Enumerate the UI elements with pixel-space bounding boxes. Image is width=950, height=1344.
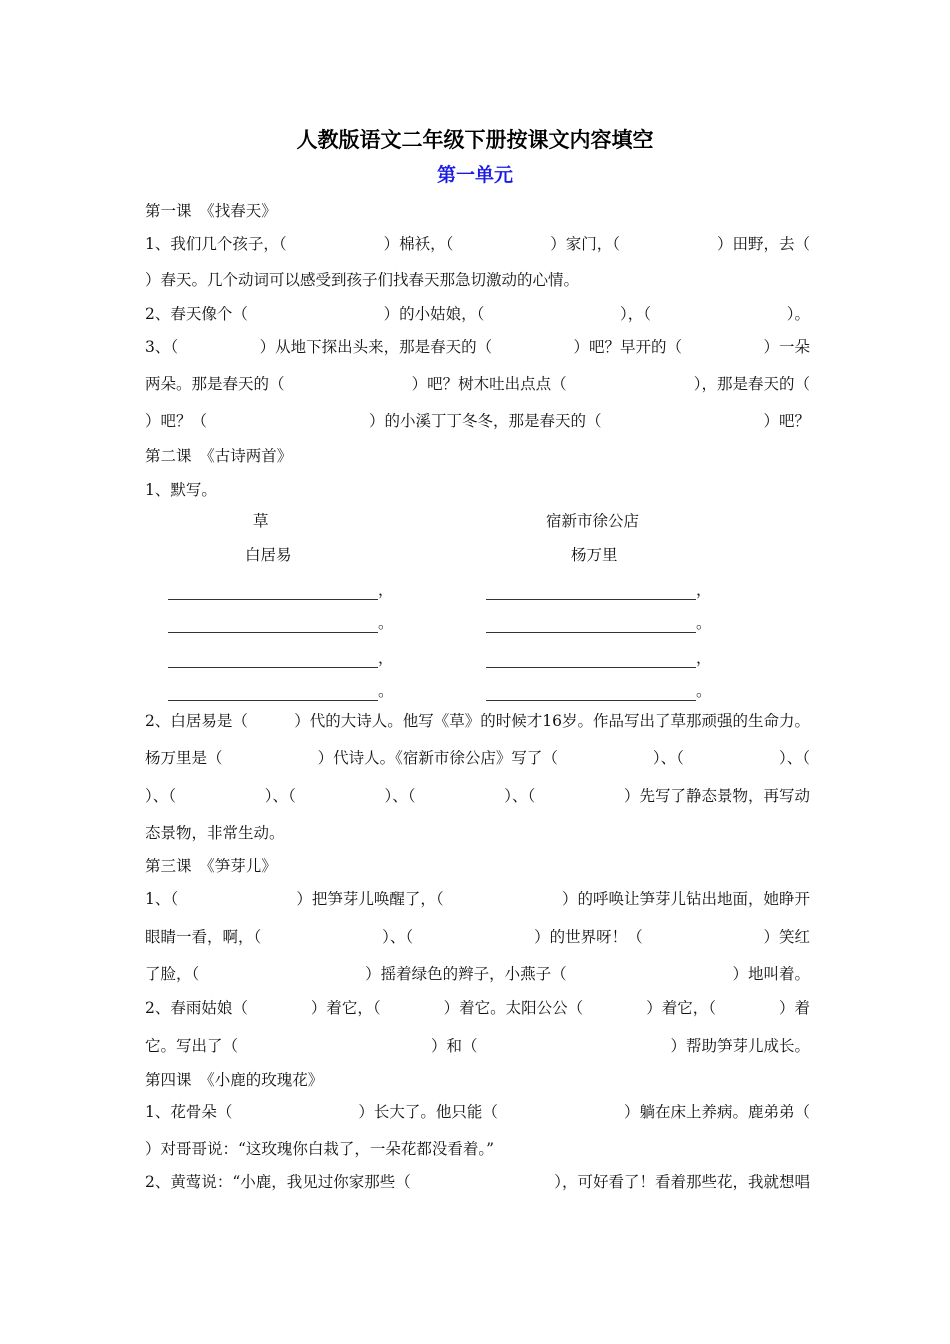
text-segment: ）、（	[652, 749, 684, 767]
text-line	[145, 1070, 810, 1090]
text-segment: ）着它。太阳公公（	[443, 999, 584, 1017]
punctuation: ，	[696, 581, 712, 599]
text-segment: 杨万里是（	[145, 749, 223, 767]
punctuation: ，	[696, 649, 712, 667]
text-segment: ）、（	[145, 787, 177, 805]
text-segment: 2、白居易是（	[145, 712, 248, 730]
text-segment: ）吧？早开的（	[573, 338, 683, 356]
answer-underline[interactable]	[168, 686, 378, 701]
text-line	[145, 304, 810, 324]
text-segment: ）吧？树木吐出点点（	[411, 375, 567, 393]
unit-heading: 第一单元	[436, 164, 513, 186]
poem-blank-line[interactable]	[486, 648, 712, 668]
text-segment: ）、（	[778, 749, 810, 767]
text-line	[145, 1102, 810, 1122]
text-line	[145, 786, 810, 806]
poem-title-1: 草	[253, 512, 269, 530]
answer-underline[interactable]	[486, 618, 696, 633]
text-segment: ）代的大诗人。他写《草》的时候才16岁。作品写出了草那顽强的生命力。	[294, 712, 810, 730]
poem-blank-line[interactable]	[486, 580, 712, 600]
text-line	[145, 446, 810, 466]
poem-blank-line[interactable]	[486, 613, 712, 633]
text-segment: ），（	[620, 305, 652, 323]
text-line	[145, 234, 810, 254]
text-segment: ）从地下探出头来，那是春天的（	[259, 338, 493, 356]
text-segment: 眼睛一看，啊，（	[145, 928, 262, 946]
answer-underline[interactable]	[486, 585, 696, 600]
text-line	[145, 1139, 810, 1159]
poem-blank-line[interactable]	[168, 580, 394, 600]
poem-blank-line[interactable]	[168, 613, 394, 633]
text-segment: 态景物，非常生动。	[145, 824, 285, 842]
text-segment: ）、（	[264, 787, 296, 805]
text-segment: ）田野，去（	[716, 235, 810, 253]
poem-blank-line[interactable]	[168, 681, 394, 701]
text-line	[145, 889, 810, 909]
text-segment: ）摇着绿色的辫子，小燕子（	[365, 965, 567, 983]
text-line	[145, 480, 810, 500]
text-line	[145, 270, 810, 290]
text-segment: ），那是春天的（	[693, 375, 810, 393]
text-segment: ）的世界呀！（	[534, 928, 643, 946]
text-segment: ）地叫着。	[732, 965, 810, 983]
text-segment: ）对哥哥说：“这玫瑰你白栽了，一朵花都没看着。”	[145, 1140, 495, 1158]
text-segment: ）代诗人。《宿新市徐公店》写了（	[317, 749, 558, 767]
text-segment: ）、（	[384, 787, 416, 805]
text-segment: ）着它，（	[646, 999, 716, 1017]
text-segment: ）帮助笋芽儿成长。	[670, 1037, 810, 1055]
page-title: 人教版语文二年级下册按课文内容填空	[296, 127, 654, 152]
poem-blank-line[interactable]	[168, 648, 394, 668]
answer-underline[interactable]	[168, 653, 378, 668]
text-segment: ）、（	[504, 787, 536, 805]
text-line	[145, 1172, 810, 1192]
punctuation: 。	[696, 614, 712, 632]
answer-underline[interactable]	[168, 618, 378, 633]
answer-underline[interactable]	[486, 653, 696, 668]
punctuation: 。	[696, 682, 712, 700]
text-line	[145, 711, 810, 731]
poem-title-2: 宿新市徐公店	[546, 512, 640, 530]
text-segment: 两朵。那是春天的（	[145, 375, 285, 393]
text-segment: ）的呼唤让笋芽儿钻出地面，她睁开	[561, 890, 810, 908]
text-segment: 第一课 《找春天》	[145, 202, 277, 220]
poem-author-1: 白居易	[245, 546, 292, 564]
text-line	[145, 823, 810, 843]
text-segment: ）着它，（	[310, 999, 381, 1017]
text-segment: 1、我们几个孩子，（	[145, 235, 287, 253]
text-segment: 3、（	[145, 338, 179, 356]
text-segment: 2、黄莺说：“小鹿，我见过你家那些（	[145, 1173, 411, 1191]
text-segment: ）着	[778, 999, 810, 1017]
text-segment: ）的小姑娘，（	[383, 305, 485, 323]
text-segment: 1、默写。	[145, 481, 217, 499]
text-segment: ）和（	[430, 1037, 478, 1055]
text-segment: ）、（	[382, 928, 414, 946]
answer-underline[interactable]	[168, 585, 378, 600]
text-segment: 第二课 《古诗两首》	[145, 447, 293, 465]
poem-blank-line[interactable]	[486, 681, 712, 701]
text-line	[145, 374, 810, 394]
text-segment: 2、春雨姑娘（	[145, 999, 248, 1017]
text-segment: 1、花骨朵（	[145, 1103, 233, 1121]
text-line	[145, 411, 810, 431]
text-segment: ）吧？（	[145, 412, 208, 430]
text-segment: 第四课 《小鹿的玫瑰花》	[145, 1071, 324, 1089]
punctuation: ，	[378, 581, 394, 599]
text-segment: ）长大了。他只能（	[358, 1103, 498, 1121]
text-line	[145, 1036, 810, 1056]
text-line	[145, 748, 810, 768]
text-segment: 它。写出了（	[145, 1037, 239, 1055]
poem-author-2: 杨万里	[571, 546, 618, 564]
text-segment: 第三课 《笋芽儿》	[145, 857, 277, 875]
text-segment: ）先写了静态景物，再写动	[623, 787, 810, 805]
text-segment: ）吧？	[763, 412, 810, 430]
punctuation: 。	[378, 682, 394, 700]
text-line	[145, 998, 810, 1018]
text-line	[145, 201, 810, 221]
text-segment: ）躺在床上养病。鹿弟弟（	[623, 1103, 810, 1121]
text-line	[145, 856, 810, 876]
text-segment: ）家门，（	[550, 235, 621, 253]
text-segment: ）一朵	[763, 338, 810, 356]
text-segment: ）春天。几个动词可以感受到孩子们找春天那急切激动的心情。	[145, 271, 580, 289]
text-segment: ）棉袄，（	[383, 235, 454, 253]
text-segment: 了脸，（	[145, 965, 200, 983]
text-line	[145, 927, 810, 947]
text-segment: ）。	[786, 305, 810, 323]
answer-underline[interactable]	[486, 686, 696, 701]
punctuation: 。	[378, 614, 394, 632]
text-segment: 2、春天像个（	[145, 305, 248, 323]
text-segment: ），可好看了！看着那些花，我就想唱	[554, 1173, 810, 1191]
text-segment: ）把笋芽儿唤醒了，（	[296, 890, 444, 908]
punctuation: ，	[378, 649, 394, 667]
text-line	[145, 964, 810, 984]
text-segment: ）笑红	[763, 928, 810, 946]
text-segment: 1、（	[145, 890, 179, 908]
text-line	[145, 337, 810, 357]
text-segment: ）的小溪丁丁冬冬，那是春天的（	[368, 412, 602, 430]
